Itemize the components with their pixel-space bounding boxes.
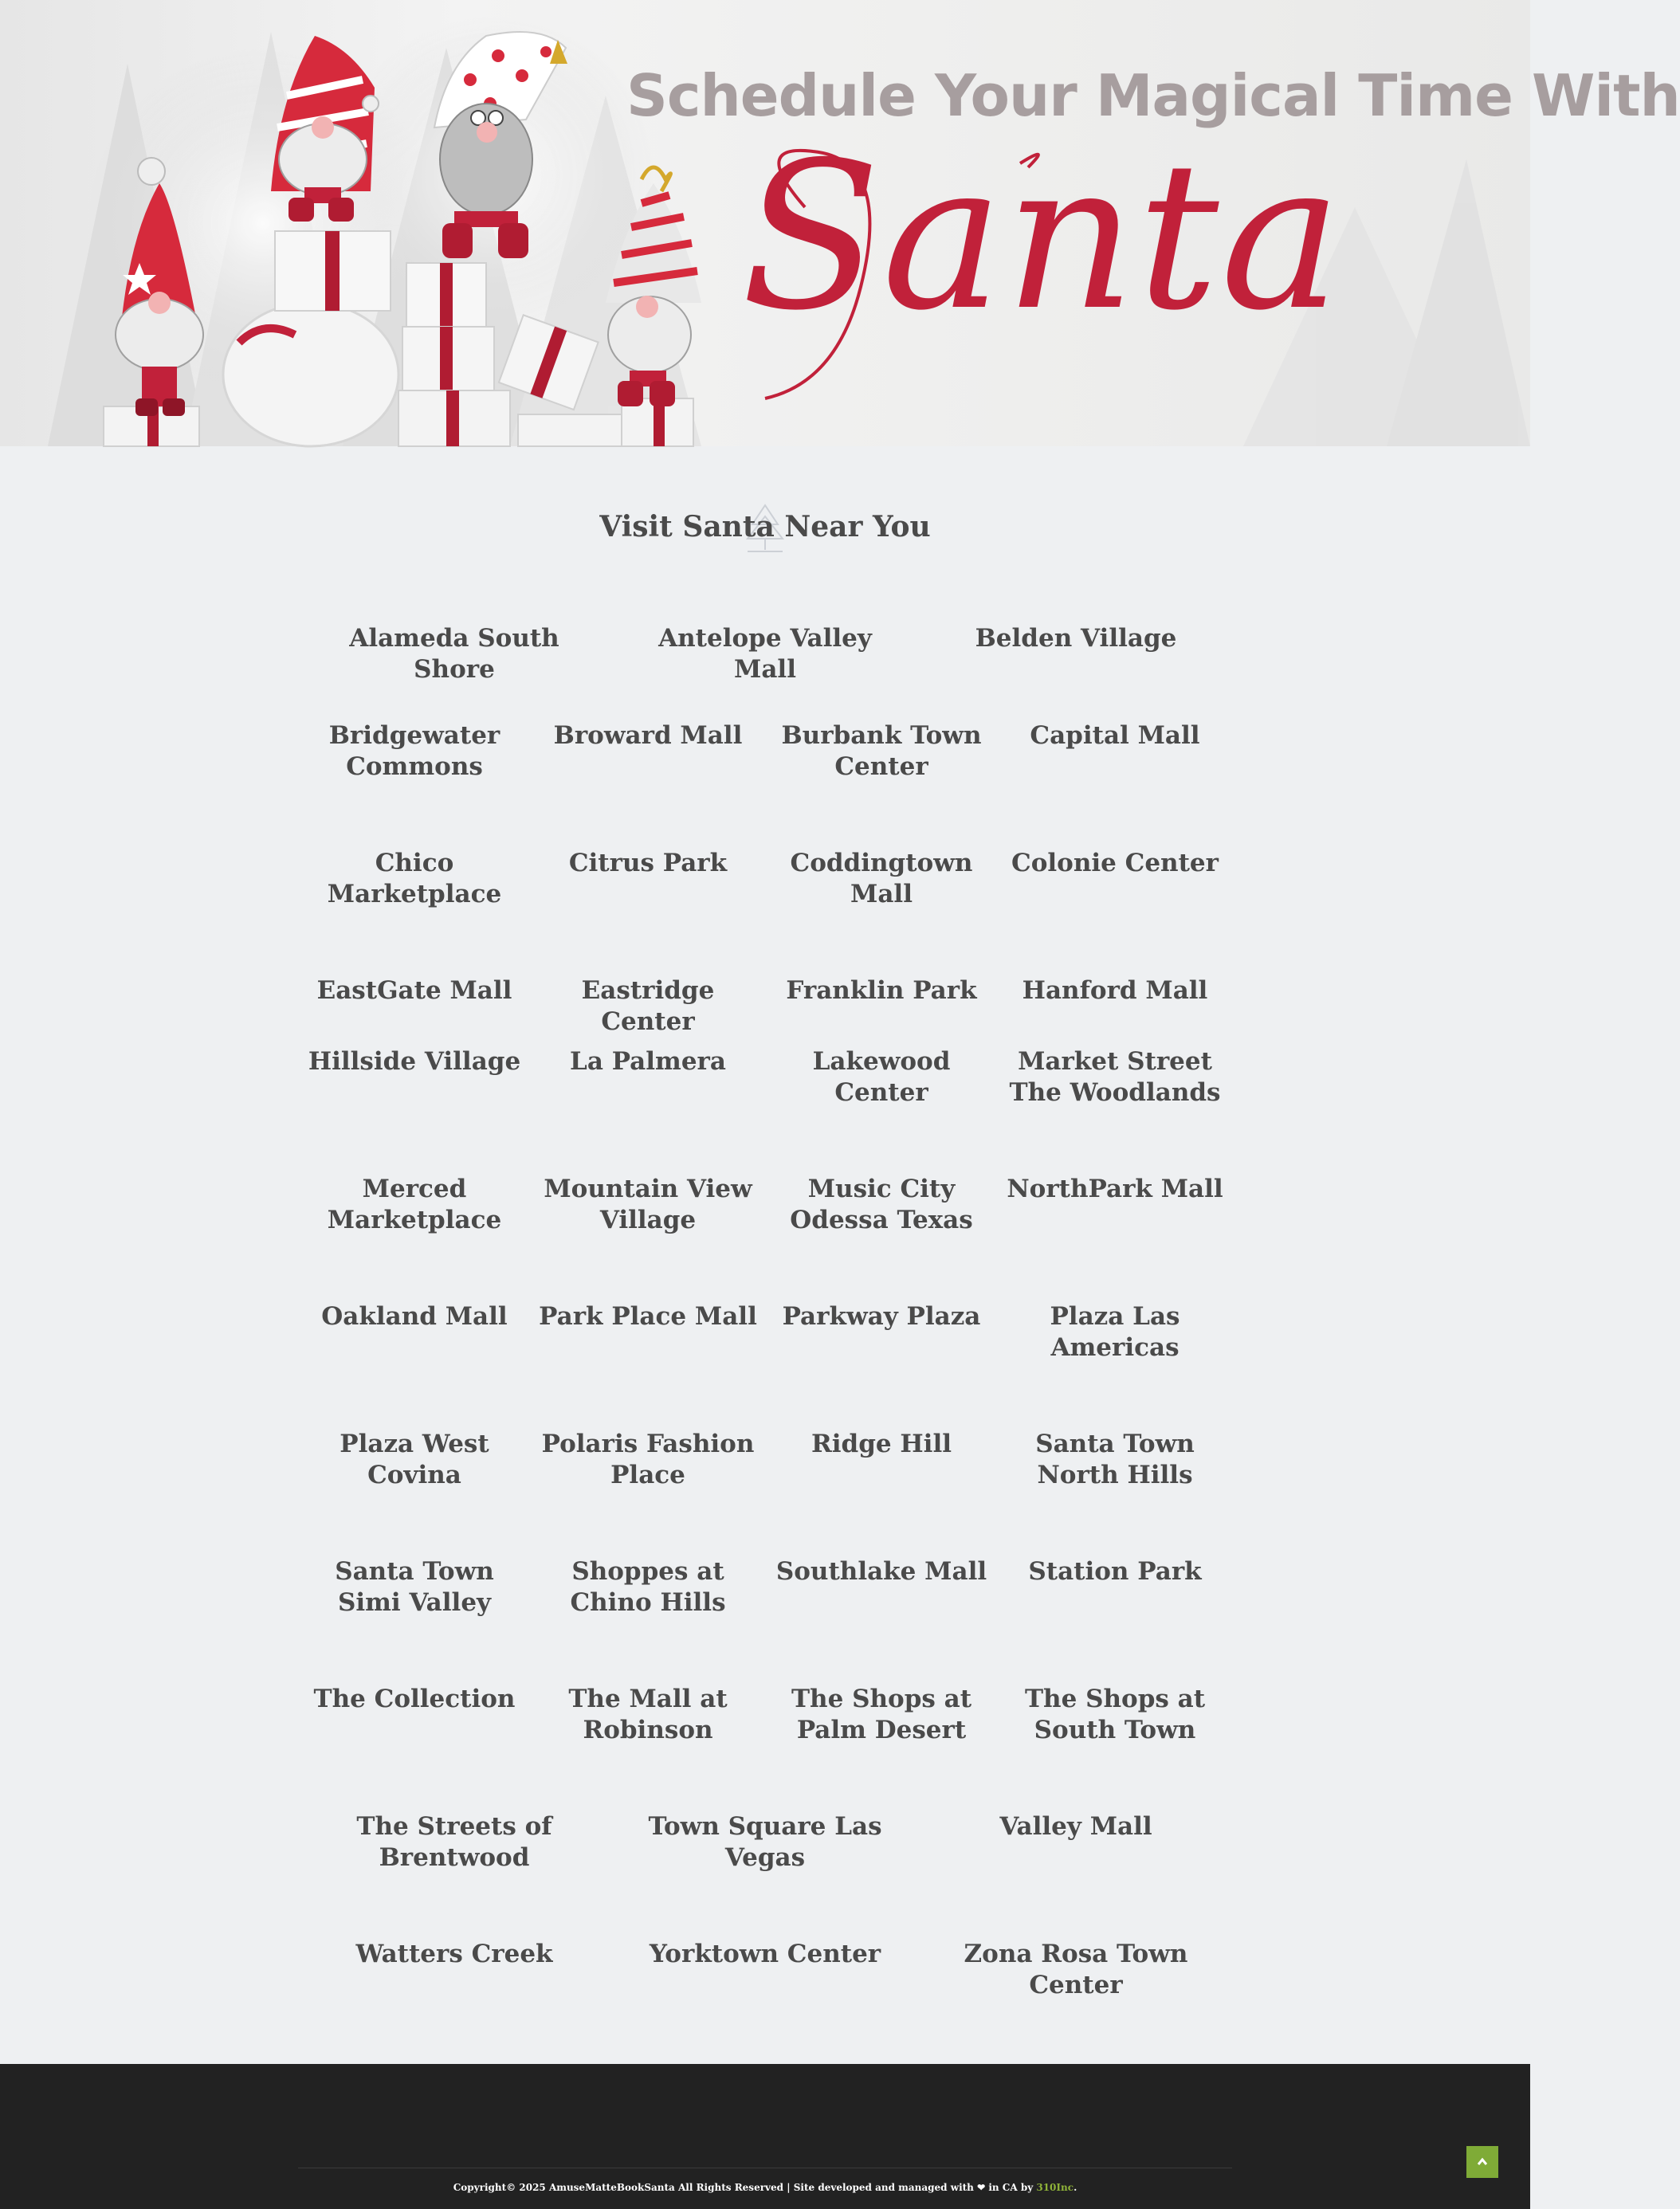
- location-link[interactable]: Broward Mall: [553, 721, 743, 750]
- location-link[interactable]: Valley Mall: [999, 1812, 1152, 1841]
- location-link[interactable]: The Collection: [313, 1685, 516, 1713]
- location-link[interactable]: Santa Town Simi Valley: [335, 1557, 494, 1617]
- location-link[interactable]: Capital Mall: [1030, 721, 1200, 750]
- copyright-prefix: Copyright© 2025 AmuseMatteBookSanta All Rights Reserved | Site developed and managed with ❤ in CA by: [453, 2182, 1037, 2193]
- location-link[interactable]: The Shops at South Town: [1024, 1685, 1206, 1744]
- hero-heading: Schedule Your Magical Time With: [626, 62, 1680, 129]
- hero-banner: [0, 0, 1680, 446]
- location-link[interactable]: Oakland Mall: [321, 1302, 508, 1331]
- location-link[interactable]: Plaza Las Americas: [1050, 1302, 1180, 1362]
- location-link[interactable]: Music City Odessa Texas: [790, 1175, 973, 1234]
- location-link[interactable]: Belden Village: [975, 624, 1177, 653]
- location-link[interactable]: Hanford Mall: [1022, 976, 1208, 1005]
- location-link[interactable]: Lakewood Center: [812, 1047, 951, 1107]
- developer-link[interactable]: 310Inc: [1036, 2182, 1074, 2193]
- location-link[interactable]: The Streets of Brentwood: [356, 1812, 552, 1872]
- copyright-text: [0, 2182, 1530, 2193]
- location-link[interactable]: Colonie Center: [1011, 849, 1219, 877]
- location-link[interactable]: Bridgewater Commons: [328, 721, 500, 781]
- location-link[interactable]: Franklin Park: [786, 976, 977, 1005]
- back-to-top-button[interactable]: [1466, 2146, 1498, 2178]
- location-link[interactable]: Ridge Hill: [811, 1430, 952, 1458]
- location-link[interactable]: NorthPark Mall: [1007, 1175, 1223, 1203]
- location-link[interactable]: Merced Marketplace: [327, 1175, 502, 1234]
- location-link[interactable]: Polaris Fashion Place: [541, 1430, 755, 1489]
- location-link[interactable]: Alameda South Shore: [349, 624, 559, 684]
- location-link[interactable]: The Mall at Robinson: [568, 1685, 728, 1744]
- location-link[interactable]: Station Park: [1028, 1557, 1202, 1586]
- location-link[interactable]: Chico Marketplace: [327, 849, 502, 908]
- location-link[interactable]: Shoppes at Chino Hills: [570, 1557, 726, 1617]
- location-link[interactable]: Citrus Park: [568, 849, 728, 877]
- location-link[interactable]: Watters Creek: [355, 1940, 553, 1968]
- location-link[interactable]: Plaza West Covina: [340, 1430, 489, 1489]
- section-title: Visit Santa Near You: [599, 510, 931, 543]
- location-link[interactable]: The Shops at Palm Desert: [791, 1685, 972, 1744]
- hero-script-santa: Santa: [741, 119, 1344, 355]
- chevron-up-icon: [1476, 2156, 1489, 2168]
- location-link[interactable]: Town Square Las Vegas: [648, 1812, 882, 1872]
- copyright-suffix: .: [1074, 2182, 1077, 2193]
- location-link[interactable]: Antelope Valley Mall: [658, 624, 872, 684]
- location-link[interactable]: La Palmera: [570, 1047, 726, 1076]
- location-link[interactable]: Park Place Mall: [539, 1302, 757, 1331]
- location-link[interactable]: Southlake Mall: [775, 1557, 987, 1586]
- location-link[interactable]: Hillside Village: [308, 1047, 521, 1076]
- location-link[interactable]: EastGate Mall: [316, 976, 512, 1005]
- location-link[interactable]: Coddingtown Mall: [790, 849, 973, 908]
- location-link[interactable]: Parkway Plaza: [782, 1302, 981, 1331]
- location-link[interactable]: Burbank Town Center: [781, 721, 982, 781]
- location-link[interactable]: Eastridge Center: [581, 976, 715, 1036]
- location-link[interactable]: Yorktown Center: [649, 1940, 881, 1968]
- location-link[interactable]: Santa Town North Hills: [1035, 1430, 1195, 1489]
- location-link[interactable]: Mountain View Village: [544, 1175, 752, 1234]
- location-link[interactable]: Zona Rosa Town Center: [964, 1940, 1188, 1999]
- location-link[interactable]: Market Street The Woodlands: [1009, 1047, 1221, 1107]
